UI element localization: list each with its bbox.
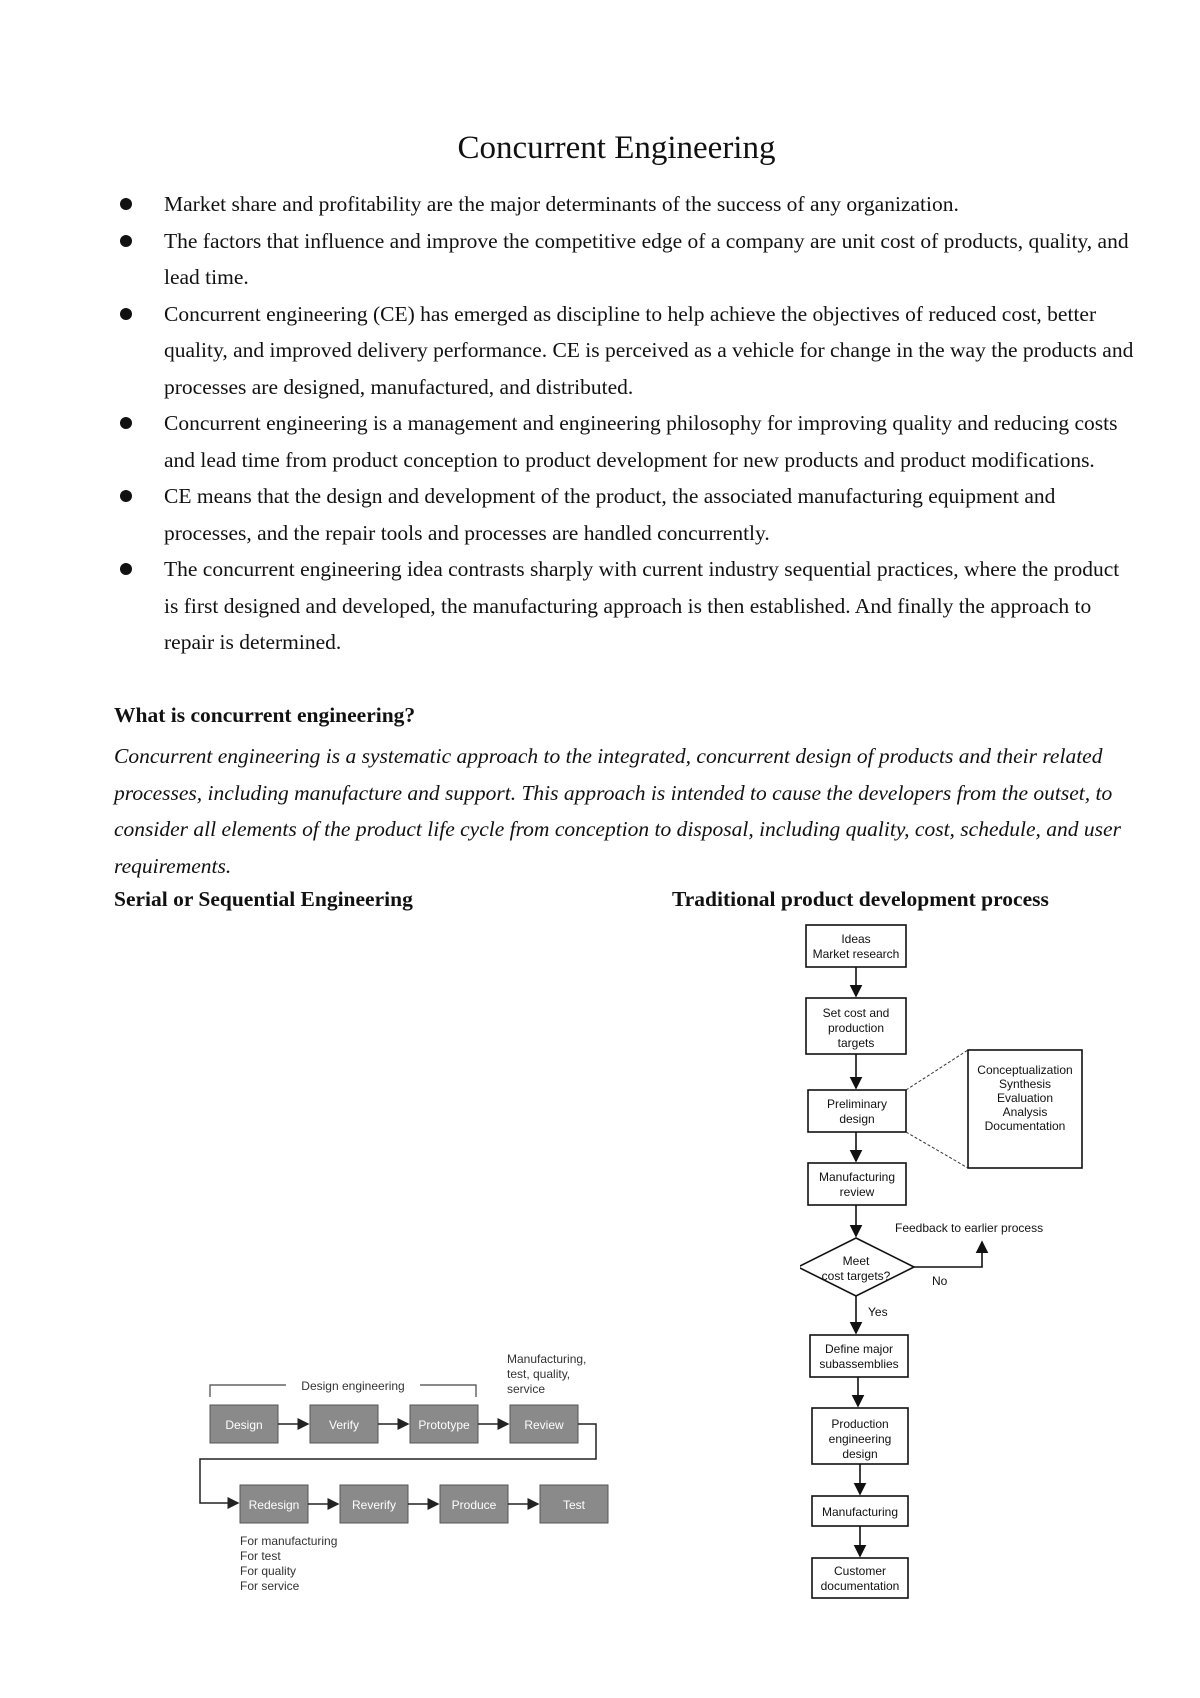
callout-connector [906,1050,968,1090]
customer-label: Customer [833,1564,887,1578]
feedback-label: Feedback to earlier process [895,1221,1044,1235]
ideas-label: Market research [812,947,900,961]
prelim-design-label: design [839,1112,875,1126]
targets-label: Set cost and [822,1006,890,1020]
verify-label: Verify [328,1418,360,1432]
feedback-arrow [914,1242,982,1267]
bullet-icon [120,417,132,429]
serial-engineering-heading: Serial or Sequential Engineering [114,887,413,911]
bullet-text: Market share and profitability are the major determinants of the success of any organization. [164,192,959,216]
bullet-icon [120,308,132,320]
prod-eng-label: engineering [828,1432,892,1446]
mfg-review-label: review [839,1185,875,1199]
note-line: For quality [240,1564,297,1578]
list-item [114,478,1134,551]
traditional-process-heading: Traditional product development process [672,887,1049,911]
redesign-label: Redesign [248,1498,300,1512]
top-right-label-line: service [507,1382,546,1396]
bullet-text: Concurrent engineering is a management and engineering philosophy for improving quality and reducing costs and lead time from product conception to product development for new products and product modifications. [164,411,1118,472]
list-item [114,186,1134,223]
callout-connector [906,1132,968,1168]
question-heading: What is concurrent engineering? [114,703,416,727]
list-item [114,551,1134,661]
produce-label: Produce [451,1498,497,1512]
bullet-text: CE means that the design and development of the product, the associated manufacturing equipment and processes, and the repair tools and processes are handled concurrently. [164,484,1056,545]
callout-label: Documentation [984,1119,1066,1133]
bracket-label: Design engineering [301,1379,405,1393]
bullet-icon [120,490,132,502]
define-label: subassemblies [819,1357,899,1371]
list-item [114,296,1134,406]
design-label: Design [225,1418,263,1432]
bullet-list [114,186,1134,661]
prod-eng-label: Production [831,1417,889,1431]
page-title: Concurrent Engineering [457,130,776,166]
top-right-label-line: test, quality, [507,1367,571,1381]
bullet-text: The factors that influence and improve the competitive edge of a company are unit cost of products, quality, and lead time. [164,228,1129,289]
decision-label: cost targets? [821,1269,891,1283]
targets-label: targets [837,1036,875,1050]
decision-label: Meet [842,1254,870,1268]
yes-label: Yes [868,1305,888,1319]
definition-paragraph: Concurrent engineering is a systematic approach to the integrated, concurrent design of products and their related processes, including manufacture and support. This approach is intended to cause the developers from the outset, to consider all elements of the product life cycle from conception to disposal, including quality, cost, schedule, and user requirements. [114,744,1121,878]
top-right-label-line: Manufacturing, [507,1352,587,1366]
bullet-icon [120,198,132,210]
test-label: Test [562,1498,586,1512]
note-line: For service [240,1579,300,1593]
reverify-label: Reverify [351,1498,397,1512]
serial-engineering-diagram [160,1335,640,1610]
callout-label: Synthesis [998,1077,1052,1091]
list-item [114,223,1134,296]
bullet-icon [120,563,132,575]
prototype-label: Prototype [418,1418,470,1432]
mfg-review-label: Manufacturing [818,1170,896,1184]
no-label: No [932,1274,948,1288]
list-item [114,405,1134,478]
manufacturing-label: Manufacturing [821,1505,899,1519]
note-line: For manufacturing [240,1534,338,1548]
note-line: For test [240,1549,281,1563]
traditional-flowchart [800,920,1100,1620]
callout-label: Conceptualization [977,1063,1073,1077]
review-label: Review [524,1418,564,1432]
customer-label: documentation [820,1579,900,1593]
callout-label: Analysis [1002,1105,1048,1119]
ideas-label: Ideas [841,932,871,946]
bullet-icon [120,235,132,247]
callout-label: Evaluation [996,1091,1054,1105]
bullet-text: Concurrent engineering (CE) has emerged as discipline to help achieve the objectives of reduced cost, better quality, and improved delivery performance. CE is perceived as a vehicle for change in the way the products and processes are designed, manufactured, and distributed. [164,301,1134,399]
targets-label: production [827,1021,885,1035]
prod-eng-label: design [842,1447,878,1461]
prelim-design-label: Preliminary [826,1097,888,1111]
bullet-text: The concurrent engineering idea contrasts sharply with current industry sequential practices, where the product is first designed and developed, the manufacturing approach is then established. And finally the approach to repair is determined. [164,557,1120,654]
define-label: Define major [824,1342,894,1356]
